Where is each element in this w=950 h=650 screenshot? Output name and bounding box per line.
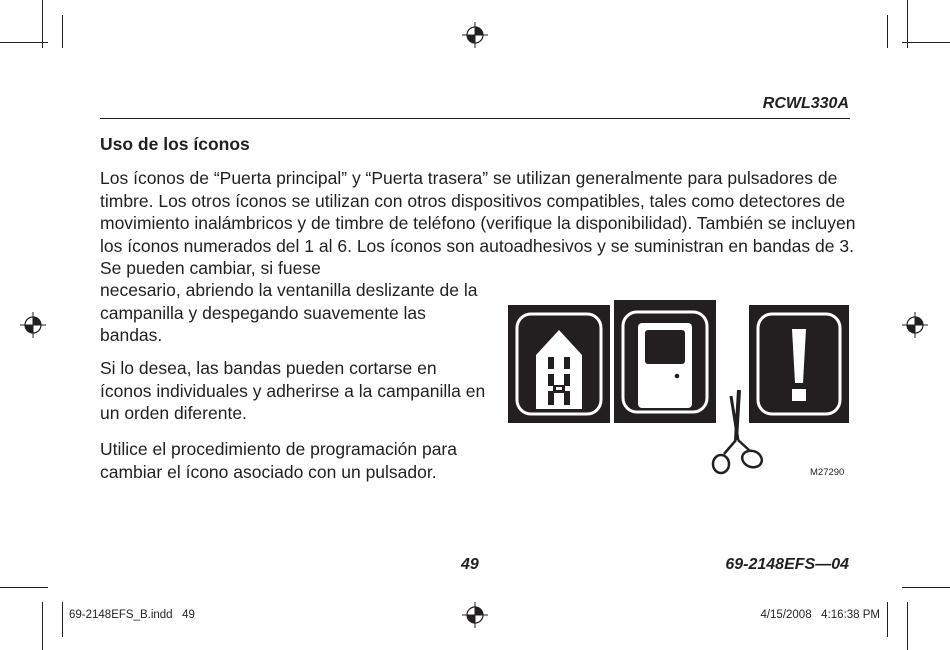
slug-filename: 69-2148EFS_B.indd 49 <box>69 609 195 621</box>
registration-mark-icon <box>20 312 46 338</box>
paragraph-2: Si lo desea, las bandas pueden cortarse en íconos individuales y adherirse a la campanilla en un orden diferente. <box>100 358 486 423</box>
page-number: 49 <box>461 556 479 573</box>
paragraph-3: Utilice el procedimiento de programación para cambiar el ícono asociado con un pulsador. <box>100 439 457 482</box>
figure-code: M27290 <box>810 467 845 478</box>
house-tile <box>508 305 610 423</box>
house-icon <box>508 305 610 423</box>
header-rule <box>100 118 850 119</box>
registration-mark-icon <box>462 602 488 628</box>
paragraph-1: Los íconos de “Puerta principal” y “Puerta trasera” se utilizan generalmente para pulsadores de timbre. Los otros íconos se utilizan con otros dispositivos compatibles, tales como detectores de movimiento inalámbricos y de timbre de teléfono (verifique la disponibilidad). También se incluyen los íconos numerados del 1 al 6. Los íconos son autoadhesivos y se suministran en bandas de 3. Se pueden cambiar, si fuese <box>100 168 856 278</box>
registration-mark-icon <box>462 22 488 48</box>
registration-mark-icon <box>902 312 928 338</box>
model-number: RCWL330A <box>762 95 849 112</box>
scissors-icon <box>705 388 775 480</box>
slug-timestamp: 4/15/2008 4:16:38 PM <box>760 609 880 621</box>
paragraph-1-continued: necesario, abriendo la ventanilla deslizante de la campanilla y despegando suavemente las bandas. <box>100 280 478 345</box>
door-tile <box>614 300 716 423</box>
section-heading: Uso de los íconos <box>100 134 250 154</box>
door-icon <box>614 300 716 423</box>
document-number: 69-2148EFS—04 <box>725 556 849 573</box>
